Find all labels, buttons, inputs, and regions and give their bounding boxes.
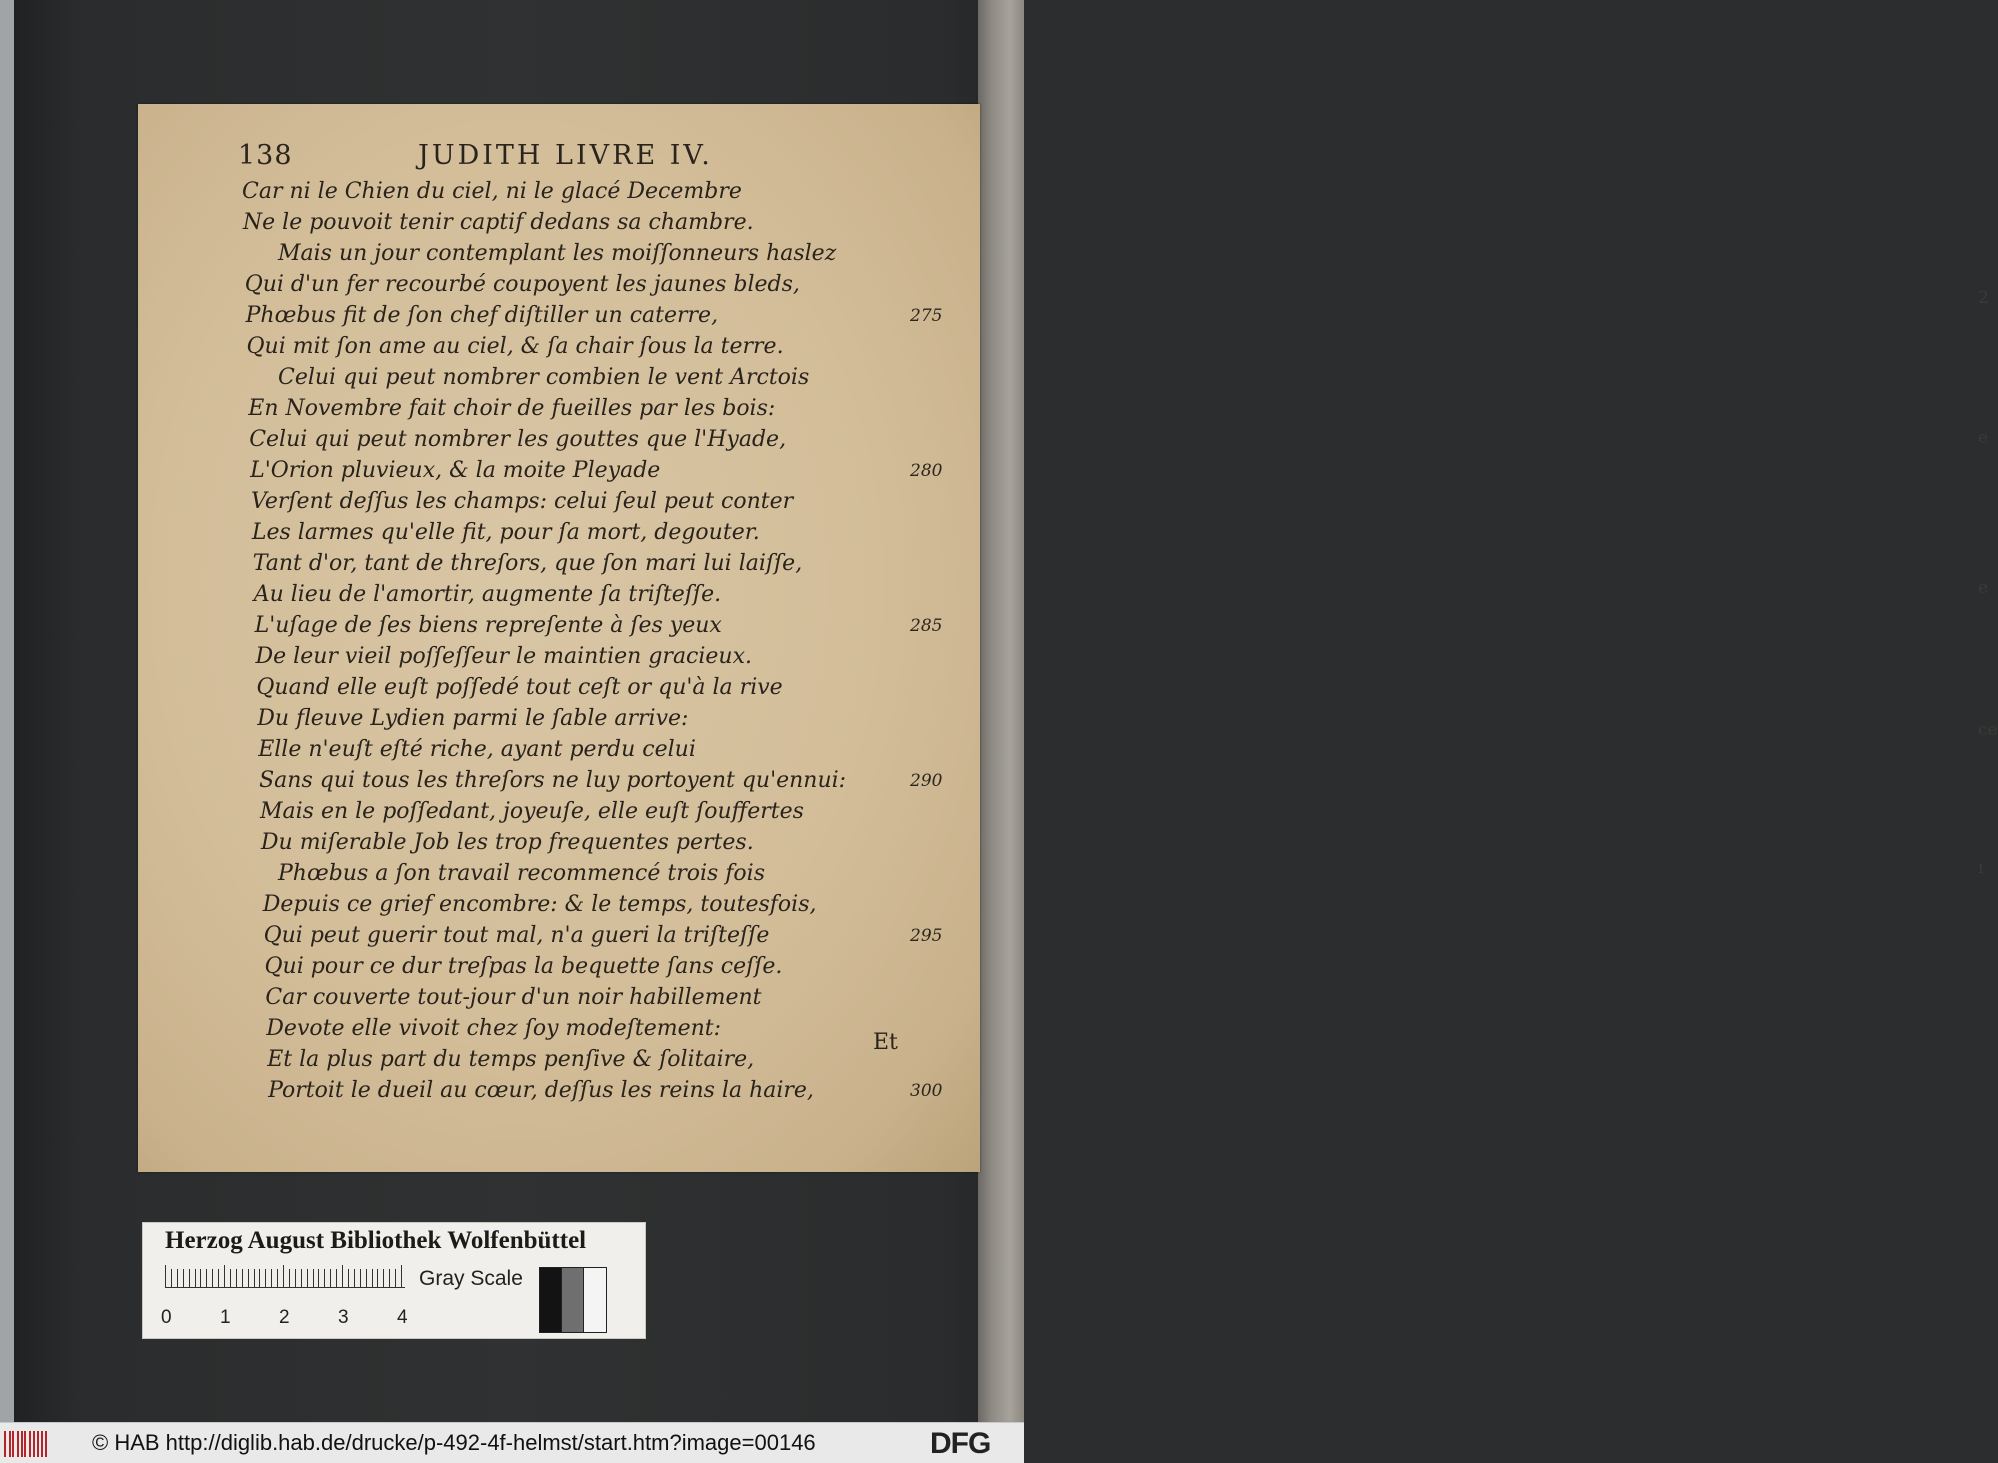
line-number: 285: [910, 616, 943, 636]
dfg-logo: DFG: [930, 1427, 991, 1460]
ruler-tick: [265, 1269, 266, 1287]
verse-line: Mais en le poſſedant, joyeuſe, elle euſt ſouffertes: [260, 799, 804, 824]
adjacent-page-mark: e: [1978, 428, 1989, 448]
verse-line: Depuis ce grief encombre: & le temps, toutesfois,: [262, 892, 817, 917]
ruler-tick: [318, 1269, 319, 1287]
verse-line: L'Orion pluvieux, & la moite Pleyade: [250, 458, 661, 483]
ruler-tick: [354, 1269, 355, 1287]
ruler-tick: [200, 1269, 201, 1287]
verse-line: De leur vieil poſſeſſeur le maintien gracieux.: [255, 644, 753, 669]
verse-line: Car couverte tout-jour d'un noir habillement: [265, 985, 762, 1010]
ruler-tick: [183, 1269, 184, 1287]
verse-line: Ne le pouvoit tenir captif dedans sa chambre.: [242, 210, 754, 235]
verse-line: Les larmes qu'elle fit, pour ſa mort, degouter.: [251, 520, 760, 545]
verse-line: Car ni le Chien du ciel, ni le glacé Decembre: [242, 179, 742, 204]
verse-line: Elle n'euſt eſté riche, ayant perdu celui: [258, 737, 696, 762]
verse-line: Celui qui peut nombrer les gouttes que l'Hyade,: [249, 427, 787, 452]
verse-line: En Novembre fait choir de fueilles par les bois:: [248, 396, 776, 421]
line-number: 290: [910, 771, 943, 791]
ruler-tick: [336, 1269, 337, 1287]
gray-swatch: [539, 1267, 563, 1333]
ruler-tick: [212, 1269, 213, 1287]
page-header: [238, 140, 778, 180]
ruler-tick: [254, 1269, 255, 1287]
ruler-number: 3: [338, 1307, 349, 1328]
ruler-tick: [395, 1269, 396, 1287]
gray-swatch: [561, 1267, 585, 1333]
verse-line: Devote elle vivoit chez ſoy modeſtement:: [266, 1016, 722, 1041]
line-number: 275: [910, 306, 943, 326]
ruler-tick: [289, 1269, 290, 1287]
ruler-tick: [236, 1269, 237, 1287]
ruler-tick: [195, 1269, 196, 1287]
ruler-tick: [283, 1265, 284, 1287]
ruler-tick: [277, 1269, 278, 1287]
ruler-tick: [313, 1269, 314, 1287]
ruler-number: 0: [161, 1307, 172, 1328]
verse-line: Et la plus part du temps penſive & ſolitaire,: [267, 1047, 755, 1072]
verse-line: Qui mit ſon ame au ciel, & ſa chair ſous la terre.: [246, 334, 784, 359]
ruler-tick: [366, 1269, 367, 1287]
copyright-url[interactable]: © HAB http://diglib.hab.de/drucke/p-492-4f-helmst/start.htm?image=00146: [92, 1430, 816, 1455]
verse-line: Tant d'or, tant de threſors, que ſon mari lui laiſſe,: [252, 551, 803, 576]
barcode-bar: [29, 1431, 31, 1457]
barcode-bar: [12, 1431, 14, 1457]
verse-line: Verſent deſſus les champs: celui ſeul peut conter: [251, 489, 794, 514]
ruler-tick: [224, 1265, 225, 1287]
line-number: 280: [910, 461, 943, 481]
line-number: 295: [910, 926, 943, 946]
verse-line: Portoit le dueil au cœur, deſſus les reins la haire,: [268, 1078, 814, 1103]
ruler-tick: [242, 1269, 243, 1287]
verse-line: Phœbus fit de ſon chef diſtiller un caterre,: [245, 303, 719, 328]
barcode-bar: [21, 1431, 23, 1457]
ruler-tick: [171, 1269, 172, 1287]
adjacent-page-mark: ı: [1978, 858, 1984, 878]
barcode-bar: [45, 1431, 47, 1457]
verse-line: Du fleuve Lydien parmi le ſable arrive:: [257, 706, 689, 731]
verse-line: Celui qui peut nombrer combien le vent Arctois: [278, 365, 810, 390]
institution-name: Herzog August Bibliothek Wolfenbüttel: [165, 1227, 587, 1254]
footer-bar: [0, 1422, 1024, 1463]
ruler-tick: [230, 1269, 231, 1287]
ruler-number: 1: [220, 1307, 231, 1328]
verse-line: Qui pour ce dur treſpas la bequette ſans ceſſe.: [264, 954, 783, 979]
ruler-tick: [206, 1269, 207, 1287]
page-number: 138: [238, 140, 293, 171]
ruler-baseline: [165, 1287, 405, 1288]
barcode-bar: [24, 1431, 26, 1457]
ruler-tick: [177, 1269, 178, 1287]
adjacent-page-mark: ce: [1978, 720, 1998, 740]
ruler-tick: [307, 1269, 308, 1287]
ruler-tick: [342, 1265, 343, 1287]
ruler-tick: [372, 1269, 373, 1287]
barcode-bar: [41, 1431, 43, 1457]
ruler-tick: [330, 1269, 331, 1287]
verse-line: L'uſage de ſes biens repreſente à ſes yeux: [254, 613, 722, 638]
ruler-tick: [389, 1269, 390, 1287]
ruler-tick: [324, 1269, 325, 1287]
catchword: Et: [873, 1030, 898, 1055]
line-number: 300: [910, 1081, 943, 1101]
ruler-tick: [360, 1269, 361, 1287]
ruler-tick: [189, 1269, 190, 1287]
verse-line: Sans qui tous les threſors ne luy portoyent qu'ennui:: [259, 768, 847, 793]
book-page: [138, 104, 980, 1172]
ruler-tick: [271, 1269, 272, 1287]
running-title: JUDITH LIVRE IV.: [418, 140, 713, 171]
ruler-number: 4: [397, 1307, 408, 1328]
barcode-bar: [9, 1431, 11, 1457]
verse-line: Qui d'un fer recourbé coupoyent les jaunes bleds,: [244, 272, 800, 297]
ruler-tick: [348, 1269, 349, 1287]
ruler-number: 2: [279, 1307, 290, 1328]
ruler-tick: [377, 1269, 378, 1287]
hab-barcode-icon: [4, 1431, 48, 1457]
verse-line: Quand elle euſt poſſedé tout ceſt or qu'à la rive: [256, 675, 783, 700]
verse-line: Phœbus a ſon travail recommencé trois fois: [278, 861, 765, 886]
verse-line: Qui peut guerir tout mal, n'a gueri la triſteſſe: [263, 923, 770, 948]
barcode-bar: [33, 1431, 35, 1457]
ruler-tick: [248, 1269, 249, 1287]
gray-swatch: [583, 1267, 607, 1333]
ruler-tick: [218, 1269, 219, 1287]
barcode-bar: [37, 1431, 39, 1457]
ruler-tick: [401, 1265, 402, 1287]
barcode-bar: [4, 1431, 6, 1457]
ruler-tick: [259, 1269, 260, 1287]
ruler-tick: [295, 1269, 296, 1287]
ruler-tick: [383, 1269, 384, 1287]
color-scale-card: [142, 1222, 646, 1339]
verse-line: Mais un jour contemplant les moiſſonneurs haslez: [278, 241, 837, 266]
barcode-bar: [17, 1431, 19, 1457]
verse-line: Du miſerable Job les trop frequentes pertes.: [260, 830, 754, 855]
left-border-strip: [0, 0, 14, 1422]
gray-scale-label: Gray Scale: [419, 1267, 523, 1290]
ruler-tick: [301, 1269, 302, 1287]
adjacent-page-mark: 2: [1978, 288, 1989, 308]
verse-line: Au lieu de l'amortir, augmente ſa triſteſſe.: [253, 582, 722, 607]
adjacent-page-mark: e: [1978, 578, 1989, 598]
adjacent-page-edge: [978, 0, 1998, 1422]
ruler-tick: [165, 1265, 166, 1287]
